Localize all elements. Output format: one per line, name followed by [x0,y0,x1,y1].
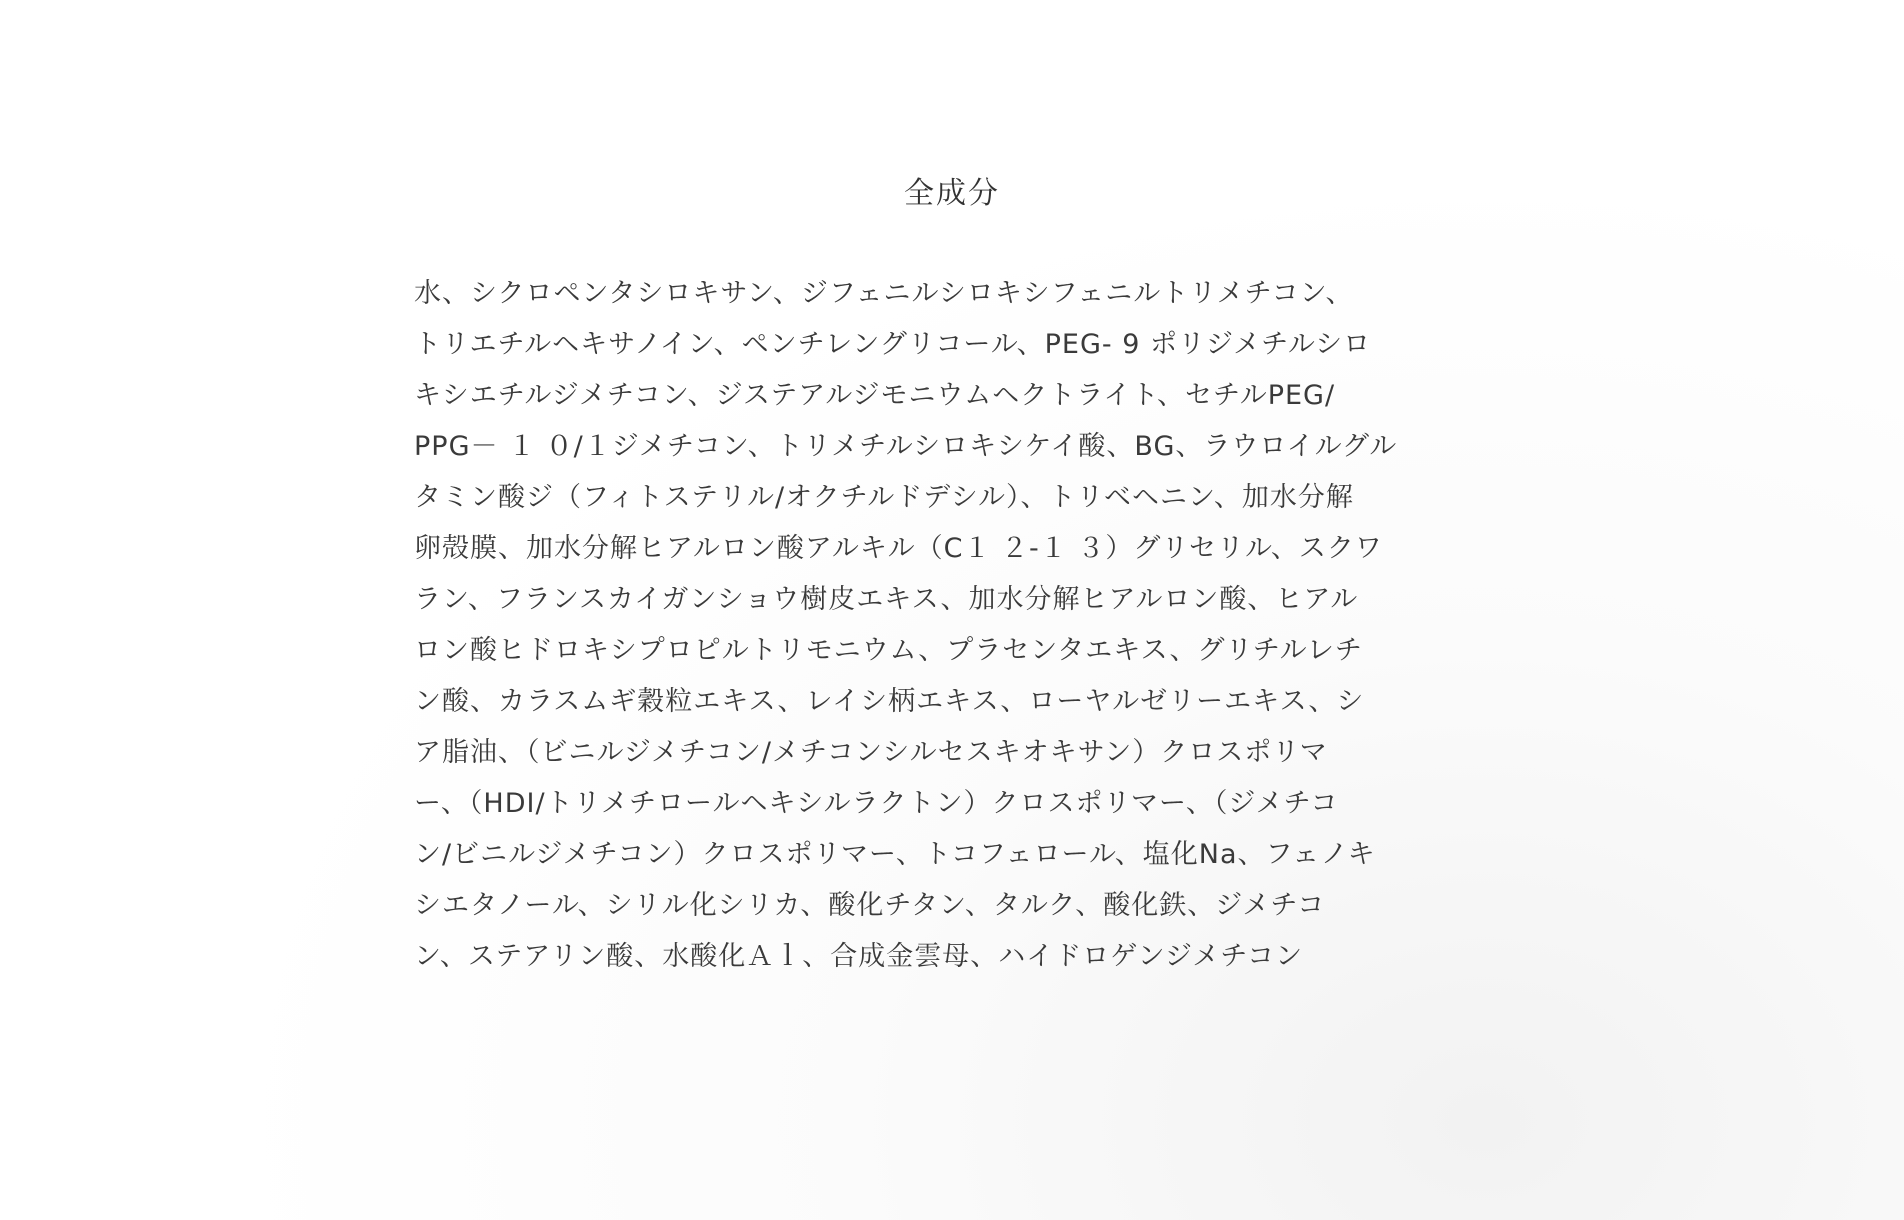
ingredients-line: ラン、フランスカイガンショウ樹皮エキス、加水分解ヒアルロン酸、ヒアル [414,584,1359,615]
ingredients-line: 卵殻膜、加水分解ヒアルロン酸アルキル（C１ ２-１ ３）グリセリル、スクワ [414,533,1383,564]
ingredients-line: ン、ステアリン酸、水酸化Ａｌ、合成金雲母、ハイドロゲンジメチコン [414,941,1304,972]
page-title: 全成分 [904,176,1000,211]
ingredients-line: トリエチルヘキサノイン、ペンチレングリコール、PEG- 9 ポリジメチルシロ [414,329,1372,360]
ingredients-line: タミン酸ジ（フィトステリル/オクチルドデシル）、トリベヘニン、加水分解 [414,482,1354,513]
ingredients-line: キシエチルジメチコン、ジステアルジモニウムヘクトライト、セチルPEG/ [414,380,1336,411]
ingredients-line: ン酸、カラスムギ穀粒エキス、レイシ柄エキス、ローヤルゼリーエキス、シ [414,686,1365,717]
ingredients-line: ロン酸ヒドロキシプロピルトリモニウム、プラセンタエキス、グリチルレチ [414,635,1363,666]
ingredients-line: 水、シクロペンタシロキサン、ジフェニルシロキシフェニルトリメチコン、 [414,278,1354,309]
ingredients-line: シエタノール、シリル化シリカ、酸化チタン、タルク、酸化鉄、ジメチコ [414,890,1326,921]
ingredients-line: PPG－ １ ０/１ジメチコン、トリメチルシロキシケイ酸、BG、ラウロイルグル [414,431,1398,462]
ingredients-line: ー、（HDI/トリメチロールヘキシルラクトン）クロスポリマー、（ジメチコ [414,788,1339,819]
ingredients-line: ア脂油、（ビニルジメチコン/メチコンシルセスキオキサン）クロスポリマ [414,737,1328,768]
ingredients-list [414,268,1490,982]
ingredients-line: ン/ビニルジメチコン）クロスポリマー、トコフェロール、塩化Na、フェノキ [414,839,1376,870]
